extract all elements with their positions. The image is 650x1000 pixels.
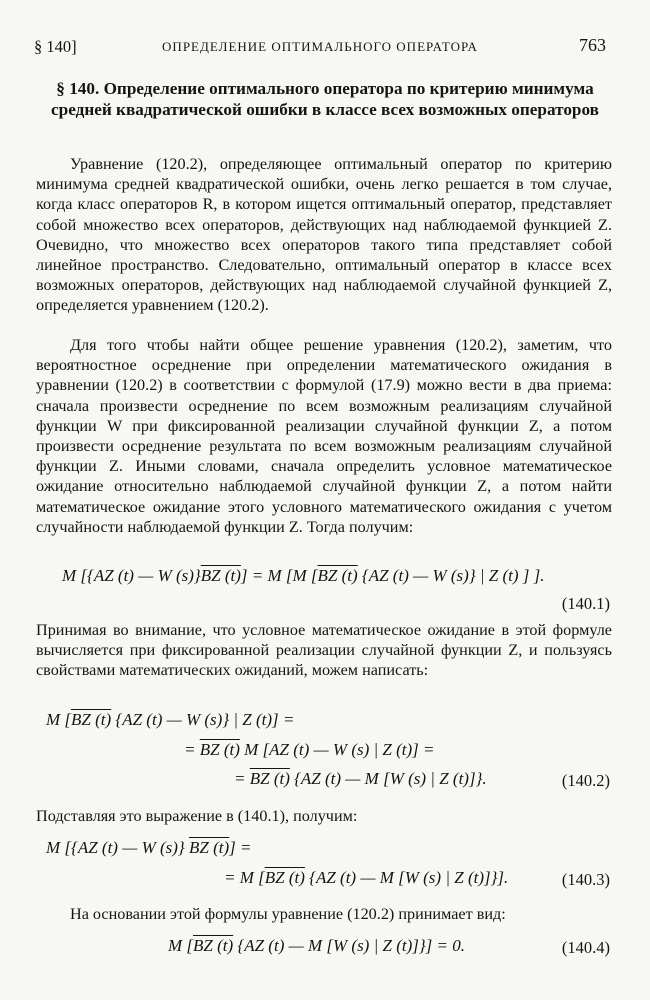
equation-number-140-4: (140.4) (561, 938, 610, 957)
eq1-part-e: {AZ (t) — W (s)} | Z (t) ] ]. (357, 566, 545, 585)
equation-140-2-line-3 (234, 769, 487, 789)
paragraph-2 (36, 335, 612, 537)
eq1-part-a: M [{AZ (t) — W (s)} (62, 566, 201, 585)
eq2-l2-a: = (184, 740, 200, 759)
section-title: § 140. Определение оптимального оператора по критерию минимума средней квадратической ошибки в классе всех возможных операторов (51, 79, 599, 119)
running-head-section: § 140] (34, 37, 77, 56)
eq3-l2-overline: BZ (t) (264, 868, 305, 887)
eq1-part-c: ] = M [M [ (240, 566, 318, 585)
eq2-l3-overline: BZ (t) (249, 769, 290, 788)
eq2-l2-overline: BZ (t) (199, 740, 240, 759)
running-head-title: ОПРЕДЕЛЕНИЕ ОПТИМАЛЬНОГО ОПЕРАТОРА (162, 39, 478, 54)
eq2-l1-c: {AZ (t) — W (s)} | Z (t)] = (111, 710, 295, 729)
paragraph-1-text: Уравнение (120.2), определяющее оптимальный оператор по критерию минимума средней квадратической ошибки, очень легко решается в том случае, когда класс операторов R, в котором ищется оптимальный оператор, представляет собой множество всех операторов, действующих над наблюдаемой функцией Z. Очевидно, что множество всех операторов такого типа представляет собой линейное пространство. Следовательно, оптимальный оператор в классе всех возможных операторов, действующих над наблюдаемой случайной функцией Z, определяется уравнением (120.2). (36, 155, 612, 315)
paragraph-5 (36, 904, 612, 924)
paragraph-4-text: Подставляя это выражение в (140.1), получим: (36, 807, 358, 825)
paragraph-3-text: Принимая во внимание, что условное математическое ожидание в этой формуле вычисляется при фиксированной реализации случайной функции Z, и пользуясь свойствами математических ожиданий, можем написать: (36, 621, 612, 680)
running-head (34, 37, 606, 63)
eq4-overline: BZ (t) (193, 936, 234, 955)
equation-140-2-line-1 (46, 710, 294, 730)
eq1-overline-b: BZ (t) (317, 566, 358, 585)
equation-140-3-line-2 (224, 868, 508, 888)
eq2-l2-c: M [AZ (t) — W (s) | Z (t)] = (239, 740, 435, 759)
eq2-l1-overline: BZ (t) (71, 710, 112, 729)
page-number: 763 (579, 35, 606, 55)
eq3-l2-a: = M [ (224, 868, 265, 887)
equation-140-4 (168, 936, 465, 956)
paragraph-2-text: Для того чтобы найти общее решение уравнения (120.2), заметим, что вероятностное осреднение при определении математического ожидания в уравнении (120.2) в соответствии с формулой (17.9) можно вести в два приема: сначала произвести осреднение по всем возможным реализациям случайной функции W при фиксированной реализации случайной функции Z, а потом произвести осреднение результата по всем возможным реализациям случайной функции Z. Иными словами, сначала определить условное математическое ожидание относительно наблюдаемой случайной функции Z, а потом найти математическое ожидание этого условного математического ожидания с учетом случайности наблюдаемой функции Z. Тогда получим: (36, 336, 612, 536)
eq2-l1-a: M [ (46, 710, 72, 729)
paragraph-5-text: На основании этой формулы уравнение (120.2) принимает вид: (70, 905, 506, 923)
equation-number-140-2: (140.2) (561, 771, 610, 790)
paragraph-1 (36, 154, 612, 316)
equation-140-3-line-1 (46, 838, 251, 858)
eq3-l1-overline: BZ (t) (188, 838, 230, 857)
eq2-l3-a: = (234, 769, 250, 788)
equation-140-2-line-2 (184, 740, 435, 760)
paragraph-4 (36, 806, 612, 826)
eq2-l3-c: {AZ (t) — M [W (s) | Z (t)]}. (289, 769, 487, 788)
paragraph-3 (36, 620, 612, 681)
equation-number-140-3: (140.3) (561, 870, 610, 889)
equation-140-1 (62, 566, 545, 586)
eq3-l1-c: ] = (229, 838, 252, 857)
eq1-overline-a: BZ (t) (200, 566, 241, 585)
eq4-c: {AZ (t) — M [W (s) | Z (t)]}] = 0. (233, 936, 466, 955)
equation-number-140-1: (140.1) (561, 594, 610, 613)
eq4-a: M [ (168, 936, 194, 955)
eq3-l1-a: M [{AZ (t) — W (s)} (46, 838, 189, 857)
eq3-l2-c: {AZ (t) — M [W (s) | Z (t)]}]. (304, 868, 509, 887)
